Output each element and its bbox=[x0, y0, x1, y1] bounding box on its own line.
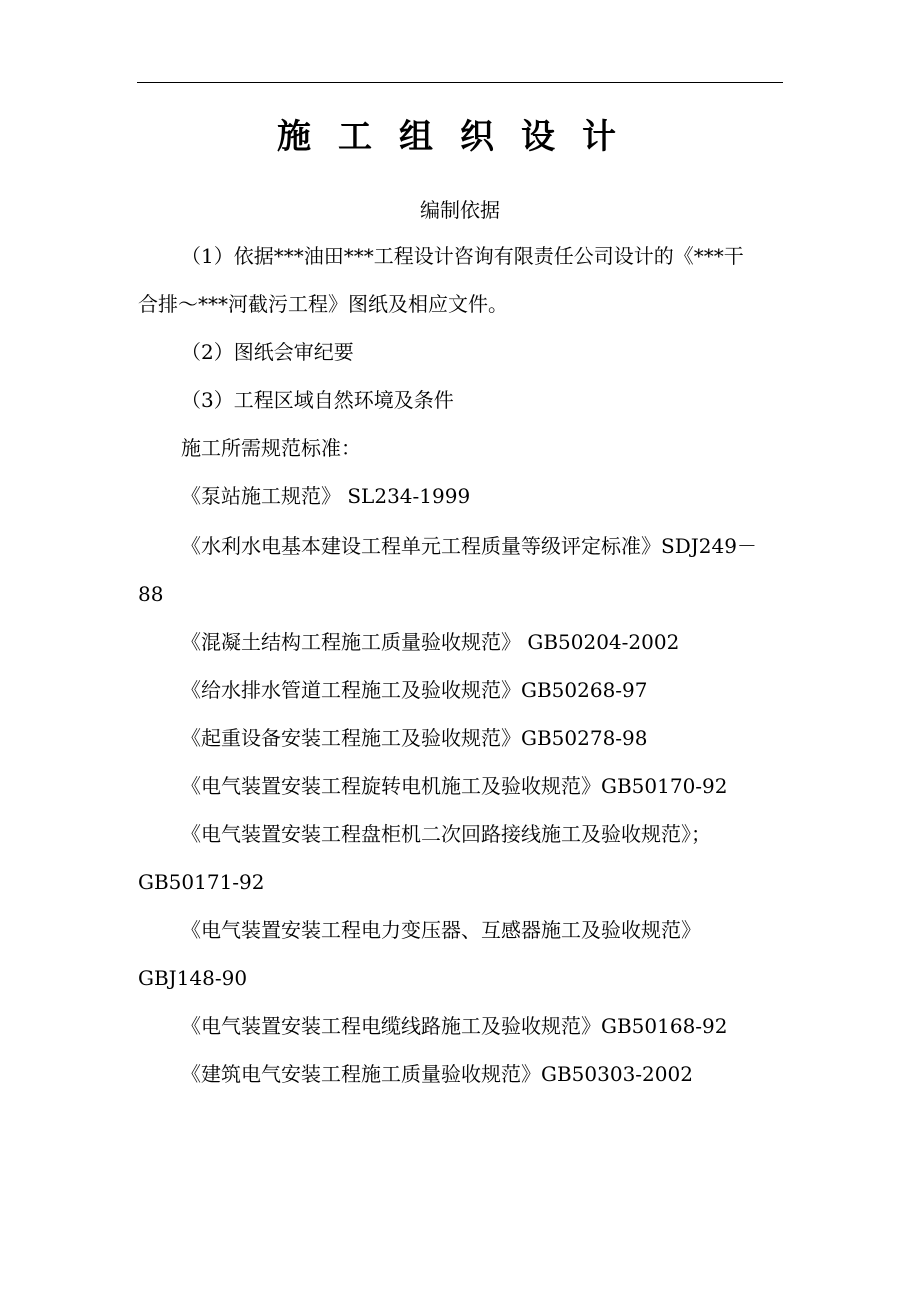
header-rule bbox=[137, 82, 783, 83]
standard-item: 《给水排水管道工程施工及验收规范》GB50268-97 bbox=[181, 678, 648, 702]
standard-item-continued: 88 bbox=[138, 582, 164, 606]
basis-item-1: （1）依据***油田***工程设计咨询有限责任公司设计的《***干 bbox=[181, 244, 744, 268]
standard-item-continued: GB50171-92 bbox=[138, 870, 265, 894]
standard-item: 《水利水电基本建设工程单元工程质量等级评定标准》SDJ249－ bbox=[181, 534, 757, 558]
basis-item-1-continued: 合排～***河截污工程》图纸及相应文件。 bbox=[138, 292, 508, 316]
basis-item-3: （3）工程区域自然环境及条件 bbox=[181, 388, 454, 412]
standard-item: 《建筑电气安装工程施工质量验收规范》GB50303-2002 bbox=[181, 1062, 693, 1086]
standards-heading: 施工所需规范标准： bbox=[181, 436, 361, 460]
standard-item: 《电气装置安装工程电缆线路施工及验收规范》GB50168-92 bbox=[181, 1014, 728, 1038]
standard-item: 《泵站施工规范》 SL234-1999 bbox=[181, 484, 471, 508]
standard-item-continued: GBJ148-90 bbox=[138, 966, 248, 990]
standard-item: 《起重设备安装工程施工及验收规范》GB50278-98 bbox=[181, 726, 648, 750]
standard-item: 《电气装置安装工程旋转电机施工及验收规范》GB50170-92 bbox=[181, 774, 728, 798]
basis-item-2: （2）图纸会审纪要 bbox=[181, 340, 354, 364]
document-title: 施工组织设计 bbox=[277, 117, 643, 157]
standard-item: 《混凝土结构工程施工质量验收规范》 GB50204-2002 bbox=[181, 630, 680, 654]
standard-item: 《电气装置安装工程电力变压器、互感器施工及验收规范》 bbox=[181, 918, 701, 942]
standard-item: 《电气装置安装工程盘柜机二次回路接线施工及验收规范》； bbox=[181, 822, 711, 846]
section-heading: 编制依据 bbox=[420, 198, 500, 222]
